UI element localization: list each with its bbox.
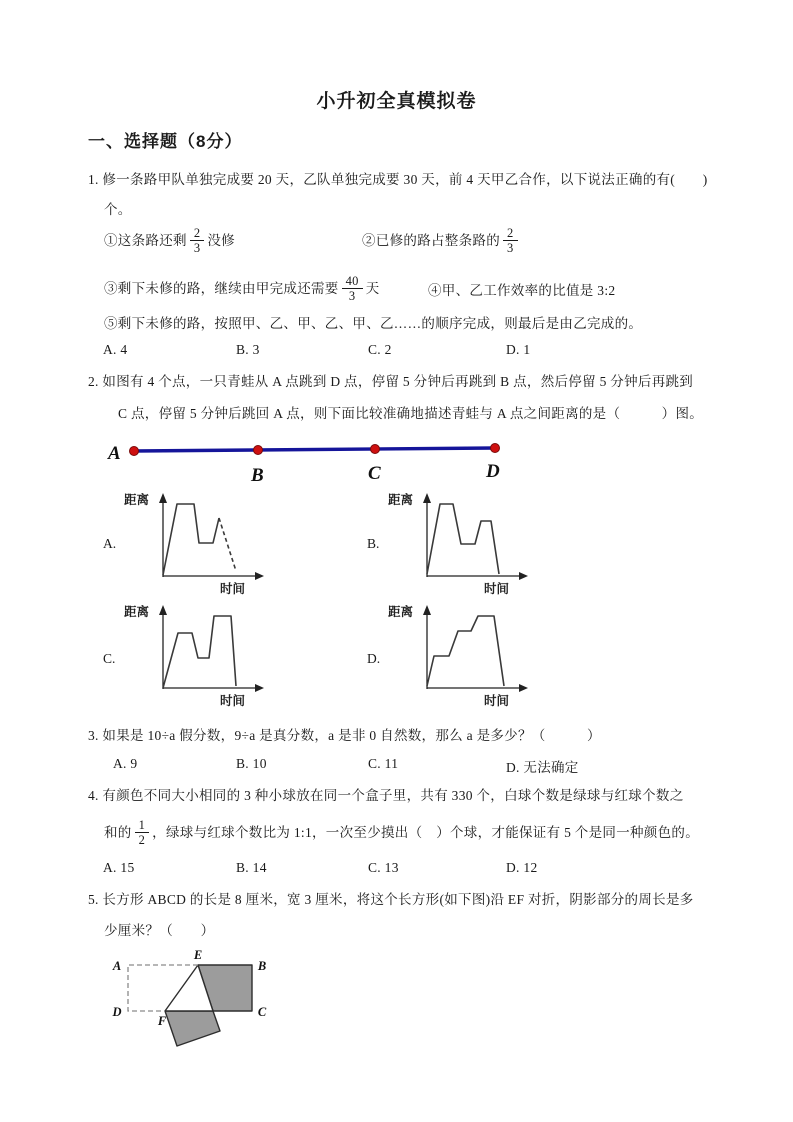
corner-b-label: B	[257, 959, 267, 973]
graph-d-letter: D.	[367, 651, 381, 666]
q1-line2: 个。	[104, 202, 132, 217]
q4-line2-pre: 和的	[104, 824, 132, 840]
q1-line1: 1. 修一条路甲队单独完成要 20 天，乙队单独完成要 30 天，前 4 天甲乙合作，以下说法正确的有( )	[88, 172, 708, 187]
q5-line1: 5. 长方形 ABCD 的长是 8 厘米，宽 3 厘米，将这个长方形(如下图)沿 EF 对折，阴影部分的周长是多	[88, 892, 694, 907]
x-axis-label: 时间	[484, 694, 510, 708]
corner-d-label: D	[112, 1005, 122, 1019]
x-axis-arrow-icon	[519, 572, 528, 580]
corner-c-label: C	[257, 1005, 267, 1019]
y-axis-label: 距离	[388, 493, 414, 507]
q4-options-row	[0, 860, 793, 880]
number-line-diagram	[95, 436, 535, 486]
point-a-label: A	[108, 443, 121, 464]
q1-sub2	[362, 222, 521, 258]
page-title: 小升初全真模拟卷	[316, 91, 477, 112]
x-axis-label: 时间	[220, 694, 246, 708]
q3-option-d: D. 无法确定	[506, 760, 579, 775]
point-c-label: C	[368, 463, 381, 484]
q4-option-a: A. 15	[103, 860, 135, 875]
q3-option-a: A. 9	[113, 756, 138, 771]
y-axis-arrow-icon	[423, 605, 431, 615]
number-line	[134, 448, 495, 451]
fraction: $\frac{40}{3}$	[342, 274, 363, 303]
graph-c	[118, 600, 270, 712]
q3-option-b: B. 10	[236, 756, 267, 771]
fraction: $\frac{2}{3}$	[190, 226, 205, 255]
q4-line2	[104, 810, 699, 854]
fraction: $\frac{1}{2}$	[135, 818, 150, 847]
x-axis-label: 时间	[220, 582, 246, 596]
distance-curve	[427, 504, 499, 574]
q3-options-row	[0, 756, 793, 776]
q1-sub3-text: ③剩下未修的路，继续由甲完成还需要	[104, 280, 339, 296]
point-b-dot	[254, 446, 263, 455]
q1-sub1-text: ①这条路还剩	[104, 232, 187, 248]
q1-option-b: B. 3	[236, 342, 260, 357]
shaded-folded-flap	[165, 1011, 220, 1046]
q2-line2: C 点，停留 5 分钟后跳回 A 点，则下面比较准确地描述青蛙与 A 点之间距离的是（ ）图。	[118, 406, 704, 421]
y-axis-label: 距离	[388, 605, 414, 619]
corner-e-label: E	[193, 948, 203, 962]
q2-line1: 2. 如图有 4 个点，一只青蛙从 A 点跳到 D 点，停留 5 分钟后再跳到 B 点，然后停留 5 分钟后再跳到	[88, 374, 694, 389]
x-axis-arrow-icon	[255, 572, 264, 580]
graph-b	[382, 488, 534, 600]
q4-line1: 4. 有颜色不同大小相同的 3 种小球放在同一个盒子里，共有 330 个，白球个数是绿球与红球个数之	[88, 788, 684, 803]
y-axis-label: 距离	[124, 605, 150, 619]
q1-options-row	[0, 342, 793, 362]
graph-a-letter: A.	[103, 536, 117, 551]
q4-option-c: C. 13	[368, 860, 399, 875]
q1-sub3-text-post: 天	[365, 280, 380, 296]
q4-option-b: B. 14	[236, 860, 267, 875]
q1-sub5: ⑤剩下未修的路，按照甲、乙、甲、乙、甲、乙……的顺序完成，则最后是由乙完成的。	[104, 316, 643, 331]
corner-f-label: F	[157, 1014, 167, 1028]
x-axis-arrow-icon	[255, 684, 264, 692]
point-b-label: B	[251, 465, 264, 486]
y-axis-label: 距离	[124, 493, 150, 507]
q5-line2: 少厘米？（ ）	[104, 923, 215, 938]
point-d-dot	[491, 444, 500, 453]
point-d-label: D	[486, 461, 500, 482]
q1-sub2-text: ②已修的路占整条路的	[362, 232, 500, 248]
distance-curve-dashed	[219, 518, 236, 571]
folded-rectangle-figure	[105, 946, 290, 1061]
point-a-dot	[130, 447, 139, 456]
q4-option-d: D. 12	[506, 860, 538, 875]
distance-curve	[427, 616, 504, 686]
graph-a	[118, 488, 270, 600]
fraction: $\frac{2}{3}$	[503, 226, 518, 255]
q1-option-a: A. 4	[103, 342, 128, 357]
y-axis-arrow-icon	[159, 493, 167, 503]
q1-option-c: C. 2	[368, 342, 392, 357]
y-axis-arrow-icon	[423, 493, 431, 503]
q1-option-d: D. 1	[506, 342, 531, 357]
q4-line2-post: ，绿球与红球个数比为 1:1，一次至少摸出（ ）个球，才能保证有 5 个是同一种颜色的。	[152, 824, 699, 840]
graph-d	[382, 600, 534, 712]
q3-option-c: C. 11	[368, 756, 399, 771]
corner-a-label: A	[112, 959, 122, 973]
x-axis-label: 时间	[484, 582, 510, 596]
q3-line1: 3. 如果是 10÷a 假分数，9÷a 是真分数，a 是非 0 自然数，那么 a 是多少？（ ）	[88, 728, 601, 743]
q1-sub1-text-post: 没修	[207, 232, 235, 248]
point-c-dot	[371, 445, 380, 454]
graph-c-letter: C.	[103, 651, 116, 666]
y-axis-arrow-icon	[159, 605, 167, 615]
q1-sub4: ④甲、乙工作效率的比值是 3:2	[428, 283, 616, 298]
graph-b-letter: B.	[367, 536, 380, 551]
x-axis-arrow-icon	[519, 684, 528, 692]
section-heading: 一、选择题（8分）	[88, 132, 243, 151]
q1-sub1	[104, 222, 235, 258]
distance-curve	[163, 616, 236, 688]
q1-sub3	[104, 266, 380, 310]
distance-curve	[163, 504, 219, 575]
